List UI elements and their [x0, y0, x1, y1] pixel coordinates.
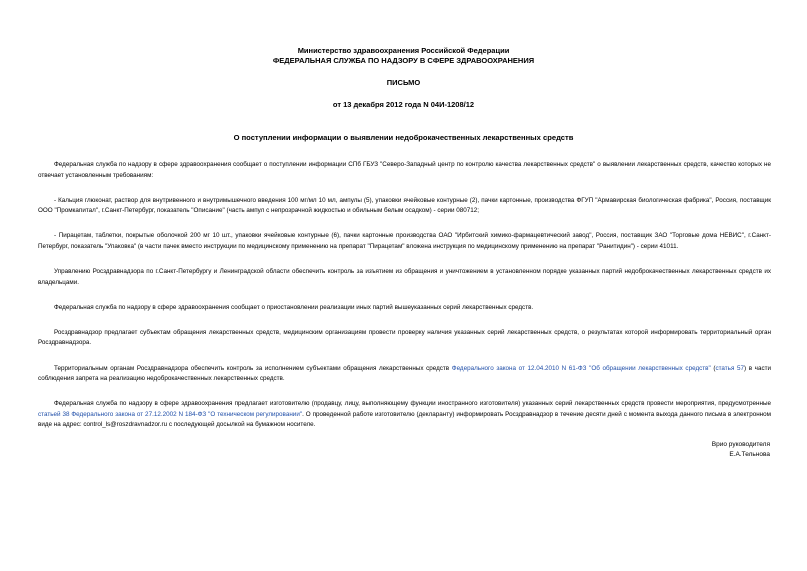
paragraph-7-text-mid: (: [710, 364, 716, 372]
signatory-position: Врио руководителя: [711, 441, 770, 448]
ministry-name: Министерство здравоохранения Российской Федерации: [297, 46, 510, 55]
document-date-number: от 13 декабря 2012 года N 04И-1208/12: [332, 100, 475, 109]
article-57-link[interactable]: статья 57: [715, 364, 744, 372]
law-184-fz-link[interactable]: статьей 38 Федерального закона от 27.12.2002 N 184-ФЗ "О техническом регулировании": [38, 410, 303, 418]
paragraph-8: [38, 399, 771, 431]
paragraph-7-text-end: ) в части соблюдения запрета на реализацию недоброкачественных лекарственных средств.: [38, 364, 771, 383]
document-subject: О поступлении информации о выявлении недоброкачественных лекарственных средств: [233, 133, 574, 142]
signature-block: [712, 440, 770, 460]
document-type: ПИСЬМО: [386, 78, 421, 87]
paragraph-7-text-start: Территориальным органам Росздравнадзора обеспечить контроль за исполнением субъектами обращения лекарственных средств: [54, 364, 452, 372]
paragraph-2: - Кальция глюконат, раствор для внутривенного и внутримышечного введения 100 мг/мл 10 мл, ампулы (5), упаковки ячейковые контурные (2), пачки картонные, производства ФГУП "Армавирская биологическая фабрика", Россия, поставщик ООО "Промкапитал", г.Санкт-Петербург, показатель "Описание" (часть ампул с непрозрачной жидкостью и обильным белым осадком) - серии 080712;: [38, 196, 771, 215]
paragraph-5: Федеральная служба по надзору в сфере здравоохранения сообщает о приостановлении реализации иных партий вышеуказанных серий лекарственных средств.: [54, 303, 534, 311]
paragraph-8-text-start: Федеральная служба по надзору в сфере здравоохранения предлагает изготовителю (продавцу, лицу, выполняющему функции иностранного изготовителя) указанных серий лекарственных средств провести мероприятия, предусмотренные: [54, 400, 771, 408]
document-body: [38, 160, 771, 446]
law-61-fz-link[interactable]: Федерального закона от 12.04.2010 N 61-ФЗ "Об обращении лекарственных средств": [451, 364, 711, 372]
paragraph-7: [38, 364, 771, 385]
paragraph-8-text-end: . О проведенной работе изготовителю (декларанту) информировать Росздравнадзор в течение десяти дней с момента выхода данного письма в электронном виде на адрес: control_ls@roszdravnadzor.ru с последующей досылкой на бумажном носителе.: [38, 410, 771, 429]
paragraph-4: Управлению Росздравнадзора по г.Санкт-Петербургу и Ленинградской области обеспечить контроль за изъятием из обращения и уничтожением в установленном порядке указанных партий недоброкачественных лекарственных средств их владельцами.: [38, 268, 771, 286]
service-name: ФЕДЕРАЛЬНАЯ СЛУЖБА ПО НАДЗОРУ В СФЕРЕ ЗДРАВООХРАНЕНИЯ: [272, 56, 535, 65]
paragraph-6: Росздравнадзор предлагает субъектам обращения лекарственных средств, медицинским организациям провести проверку наличия указанных серий лекарственных средств, о результатах которой информировать территориальный орган Росздравнадзора.: [38, 328, 771, 347]
paragraph-1: Федеральная служба по надзору в сфере здравоохранения сообщает о поступлении информации СПб ГБУЗ "Северо-Западный центр по контролю качества лекарственных средств" о выявлении лекарственных средств, качество которых не отвечает установленным требованиям:: [38, 161, 771, 179]
paragraph-3: - Пирацетам, таблетки, покрытые оболочкой 200 мг 10 шт., упаковки ячейковые контурные (6), пачки картонные производства ОАО "Ирбитский химико-фармацевтический завод", Россия, поставщик ЗАО "Торговые дома НЕВИС", г.Санкт-Петербург, показатель "Упаковка" (в части пачек вместо инструкции по медицинскому применению на препарат "Пирацетам" вложена инструкция по медицинскому применению на препарат "Ранитидин") - серии 41011.: [38, 232, 771, 250]
document-header: [0, 46, 807, 110]
signatory-name: Е.А.Тельнова: [729, 451, 770, 458]
